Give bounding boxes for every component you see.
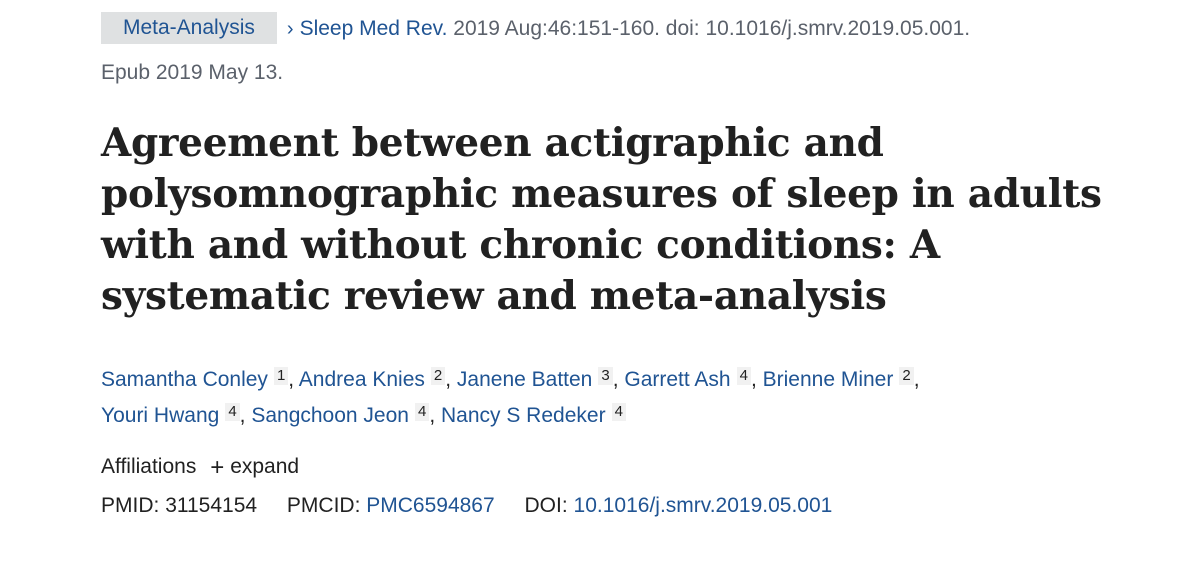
affiliation-number[interactable]: 4 — [737, 367, 751, 385]
journal-link[interactable] — [287, 17, 448, 40]
affiliation-number[interactable]: 2 — [899, 367, 913, 385]
pmcid-link[interactable]: PMC6594867 — [366, 494, 495, 517]
affiliation-number[interactable]: 4 — [415, 403, 429, 421]
plus-icon: + — [210, 454, 225, 481]
pmid-label: PMID: — [101, 494, 160, 517]
affiliations-label: Affiliations — [101, 455, 197, 478]
affiliation-number[interactable]: 4 — [612, 403, 626, 421]
epub-date: Epub 2019 May 13. — [101, 61, 284, 84]
authors-list: Samantha Conley 1 , Andrea Knies 2 , Janene Batten 3 , Garrett Ash 4 , Brienne Miner 2 , Youri Hwang 4 , Sangchoon Jeon 4 , Nancy S Redeker 4 — [101, 367, 920, 427]
article-title: Agreement between actigraphic and polysomnographic measures of sleep in adults with and without chronic conditions: A systematic review and meta-analysis — [101, 120, 1102, 319]
author-link[interactable]: Sangchoon Jeon — [251, 404, 409, 427]
chevron-right-icon: › — [286, 18, 294, 40]
citation-line — [101, 14, 1181, 44]
citation-details: 2019 Aug:46:151-160. doi: 10.1016/j.smrv.2019.05.001. — [453, 17, 971, 40]
identifiers-row — [101, 494, 856, 518]
journal-name: Sleep Med Rev. — [299, 17, 448, 40]
affiliations-expand-button[interactable] — [210, 454, 300, 481]
author-link[interactable]: Garrett Ash — [624, 368, 731, 391]
doi-link[interactable]: 10.1016/j.smrv.2019.05.001 — [573, 494, 833, 517]
author-link[interactable]: Janene Batten — [456, 368, 593, 391]
author-link[interactable]: Samantha Conley — [101, 368, 268, 391]
affiliation-number[interactable]: 2 — [431, 367, 445, 385]
affiliation-number[interactable]: 3 — [598, 367, 612, 385]
publication-type-badge[interactable]: Meta-Analysis — [101, 12, 277, 44]
author-link[interactable]: Nancy S Redeker — [440, 404, 606, 427]
pmcid-label: PMCID: — [286, 494, 361, 517]
author-link[interactable]: Brienne Miner — [762, 368, 894, 391]
affiliation-number[interactable]: 4 — [225, 403, 239, 421]
doi-label: DOI: — [524, 494, 568, 517]
expand-label: expand — [230, 455, 300, 478]
author-link[interactable]: Andrea Knies — [298, 368, 425, 391]
affiliation-number[interactable]: 1 — [274, 367, 288, 385]
pmid-value: 31154154 — [165, 494, 258, 517]
author-link[interactable]: Youri Hwang — [101, 404, 220, 427]
affiliations-row — [101, 454, 299, 482]
